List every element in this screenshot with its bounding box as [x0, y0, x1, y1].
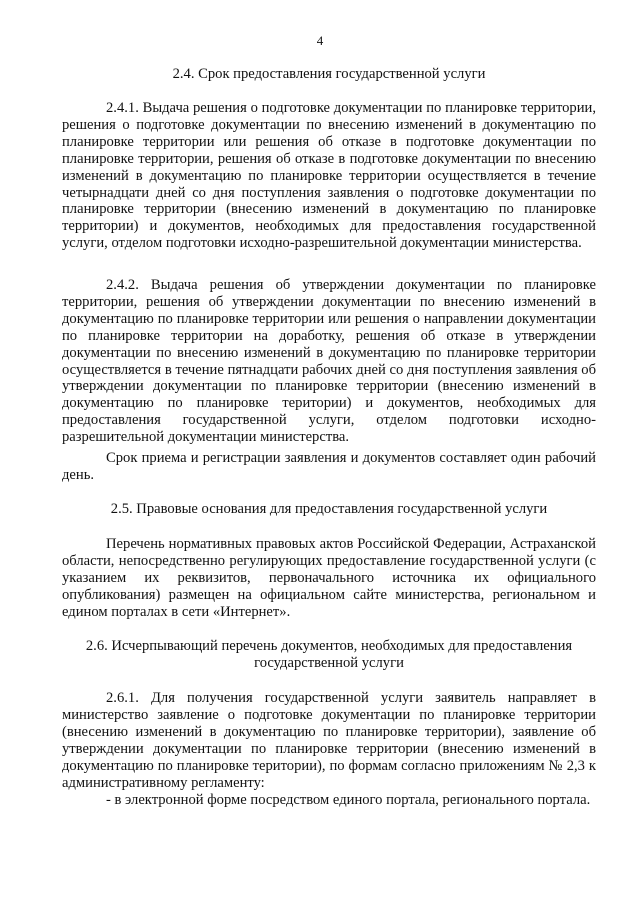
- paragraph-2-5-legal-acts: Перечень нормативных правовых актов Российской Федерации, Астраханской области, непосредственно регулирующих предоставление государственной услуги (с указанием их реквизитов, первоначального источника их официального опубликования) размещен на официальном сайте министерства, региональном и едином порталах в сети «Интернет».: [62, 536, 596, 620]
- section-heading-2-5: 2.5. Правовые основания для предоставления государственной услуги: [110, 501, 548, 517]
- section-heading-2-6: [62, 638, 596, 672]
- section-heading-2-6-line1: 2.6. Исчерпывающий перечень документов, необходимых для предоставления: [85, 638, 573, 654]
- page-number: 4: [316, 33, 324, 48]
- paragraph-2-4-1: 2.4.1. Выдача решения о подготовке документации по планировке территории, решения о подготовке документации по внесению изменений в документацию по планировке территории или решения об отказе в подготовке документации по планировке территории, решения об отказе в подготовке документации по внесению изменений в документацию по планировке территории осуществляется в течение четырнадцати дней со дня поступления заявления о подготовке документации по планировке территории (внесению изменений в документацию по планировке территории) и документов, необходимых для предоставления государственной услуги, отделом подготовки исходно-разрешительной документации министерства.: [62, 100, 596, 252]
- section-heading-2-4: 2.4. Срок предоставления государственной услуги: [172, 66, 486, 82]
- bullet-electronic-form: - в электронной форме посредством единого портала, регионального портала.: [106, 792, 591, 808]
- section-heading-2-6-line2: государственной услуги: [254, 654, 404, 671]
- paragraph-2-6-1: 2.6.1. Для получения государственной услуги заявитель направляет в министерство заявление о подготовке документации по планировке территории (внесению изменений в документацию по планировке территории), заявление об утверждении документации по планировке территории (внесению изменений в документацию по планировке територии), по формам согласно приложениям № 2,3 к административному регламенту:: [62, 690, 596, 791]
- paragraph-2-4-2: 2.4.2. Выдача решения об утверждении документации по планировке территории, решения об утверждении документации по внесению изменений в документацию по планировке территории или решения о направлении документации по планировке территории на доработку, решения об отказе в утверждении документации по внесению изменений в документацию по планировке территории осуществляется в течение пятнадцати рабочих дней со дня поступления заявления об утверждении документации по планировке территории (внесению изменений в документацию по планировке територии) и документов, необходимых для предоставления государственной услуги, отделом подготовки исходно-разрешительной документации министерства.: [62, 277, 596, 446]
- paragraph-reception-term: Срок приема и регистрации заявления и документов составляет один рабочий день.: [62, 450, 596, 483]
